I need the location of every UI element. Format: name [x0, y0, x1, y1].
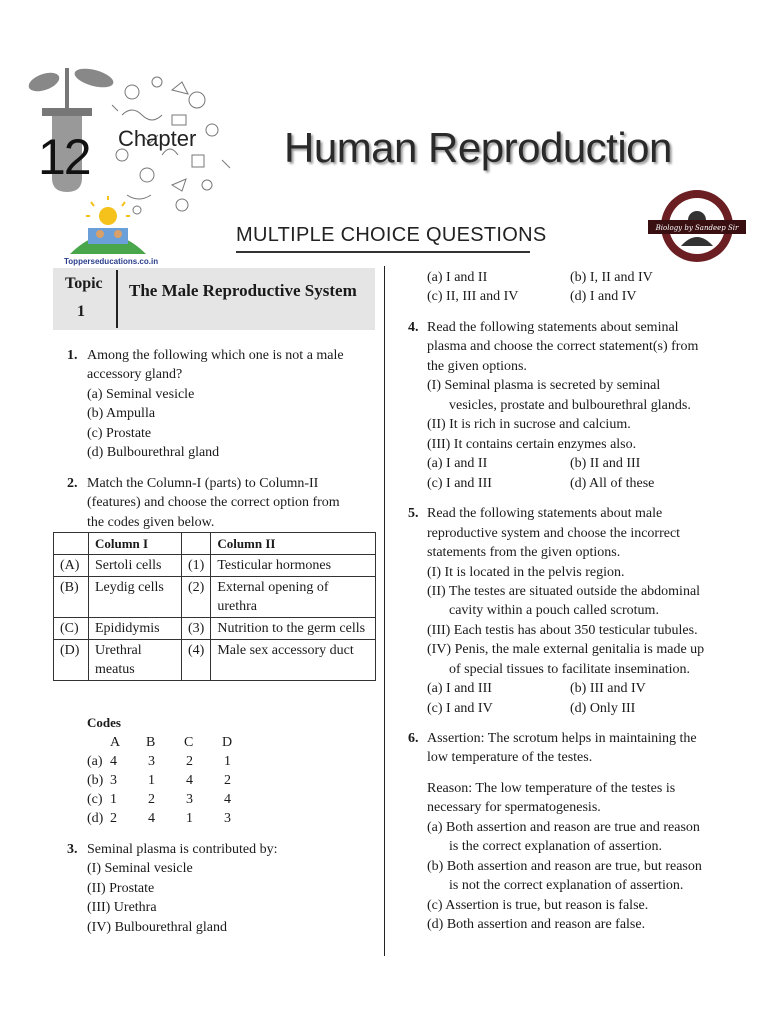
question-number: 4. — [408, 320, 419, 335]
answer-option: (a) I and II — [427, 270, 488, 285]
page-title: Human Reproduction — [284, 124, 672, 171]
answer-option: (a) Both assertion and reason are true and reason — [427, 820, 700, 835]
question-text: plasma and choose the correct statement(s) from — [427, 339, 699, 354]
statement-item: vesicles, prostate and bulbourethral glands. — [449, 398, 691, 413]
statement-item: (I) Seminal plasma is secreted by seminal — [427, 378, 661, 393]
statement-item: of special tissues to facilitate insemination. — [449, 662, 691, 677]
row-key: (A) — [54, 555, 89, 577]
answer-option: (c) I and III — [427, 476, 492, 491]
answer-option: (d) Bulbourethral gland — [87, 445, 220, 460]
question-text: Among the following which one is not a male — [87, 348, 344, 363]
codes-header: B — [146, 735, 156, 750]
question-text: statements from the given options. — [427, 545, 621, 560]
question-number: 1. — [67, 348, 78, 363]
row-key: (D) — [54, 640, 89, 681]
answer-option: (d) Both assertion and reason are false. — [427, 917, 646, 932]
code-value: 2 — [224, 773, 231, 788]
reason-text: necessary for spermatogenesis. — [427, 800, 601, 815]
code-value: 1 — [110, 792, 117, 807]
reason-text: Reason: The low temperature of the testes is — [427, 781, 676, 796]
row-key: (B) — [54, 577, 89, 618]
statement-item: (II) It is rich in sucrose and calcium. — [427, 417, 631, 432]
column-one-cell: Sertoli cells — [89, 555, 182, 577]
column-divider — [384, 266, 385, 956]
statement-item: (II) The testes are situated outside the abdominal — [427, 584, 701, 599]
question-number: 6. — [408, 731, 419, 746]
answer-option: (d) I and IV — [570, 289, 637, 304]
website-label: Topperseducations.co.in — [64, 257, 159, 266]
codes-label: Codes — [87, 715, 121, 730]
table-row — [54, 555, 376, 577]
statement-item: cavity within a pouch called scrotum. — [449, 603, 659, 618]
row-number: (2) — [182, 577, 211, 618]
match-table — [53, 532, 376, 681]
code-value: 2 — [148, 792, 155, 807]
code-value: 2 — [110, 811, 117, 826]
row-number: (4) — [182, 640, 211, 681]
question-text: the given options. — [427, 359, 527, 374]
question-text: Read the following statements about male — [427, 506, 663, 521]
code-value: 3 — [186, 792, 193, 807]
code-value: 1 — [186, 811, 193, 826]
table-header: Column II — [211, 533, 376, 555]
code-value: 4 — [110, 754, 117, 769]
column-two-cell: Male sex accessory duct — [211, 640, 376, 681]
answer-option: (b) I, II and IV — [570, 270, 653, 285]
topic-number: 1 — [77, 303, 85, 320]
answer-option: (c) I and IV — [427, 701, 493, 716]
answer-option: (b) Both assertion and reason are true, but reason — [427, 859, 702, 874]
column-two-cell: External opening of urethra — [211, 577, 376, 618]
code-value: 3 — [148, 754, 155, 769]
answer-option: (c) Prostate — [87, 426, 152, 441]
answer-option: (d) Only III — [570, 701, 636, 716]
code-value: 1 — [148, 773, 155, 788]
code-value: 4 — [186, 773, 193, 788]
codes-header: D — [222, 735, 233, 750]
table-header: Column I — [89, 533, 182, 555]
column-one-cell: Urethral meatus — [89, 640, 182, 681]
question-text: Assertion: The scrotum helps in maintaining the — [427, 731, 697, 746]
heading-underline — [236, 251, 530, 253]
biology-badge-logo — [648, 186, 746, 266]
column-two-cell: Nutrition to the germ cells — [211, 618, 376, 640]
answer-option: (b) II and III — [570, 456, 641, 471]
question-text: low temperature of the testes. — [427, 750, 593, 765]
statement-item: (II) Prostate — [87, 881, 155, 896]
row-number: (3) — [182, 618, 211, 640]
code-value: 2 — [186, 754, 193, 769]
question-number: 3. — [67, 842, 78, 857]
statement-item: (I) It is located in the pelvis region. — [427, 565, 625, 580]
answer-option: (d) All of these — [570, 476, 655, 491]
answer-option: (a) Seminal vesicle — [87, 387, 195, 402]
answer-option: is not the correct explanation of assertion. — [449, 878, 684, 893]
column-two-cell: Testicular hormones — [211, 555, 376, 577]
chapter-number: 12 — [38, 129, 90, 185]
code-value: 4 — [148, 811, 155, 826]
row-number: (1) — [182, 555, 211, 577]
question-text: the codes given below. — [87, 515, 215, 530]
question-text: Seminal plasma is contributed by: — [87, 842, 278, 857]
topic-label: Topic — [65, 275, 103, 292]
answer-option: (c) Assertion is true, but reason is false. — [427, 898, 649, 913]
question-number: 2. — [67, 476, 78, 491]
code-option: (b) — [87, 773, 104, 788]
statement-item: (III) Each testis has about 350 testicular tubules. — [427, 623, 698, 638]
section-heading: MULTIPLE CHOICE QUESTIONS — [236, 224, 547, 246]
statement-item: (IV) Penis, the male external genitalia is made up — [427, 642, 705, 657]
answer-option: (a) I and II — [427, 456, 488, 471]
question-text: Match the Column-I (parts) to Column-II — [87, 476, 319, 491]
code-value: 1 — [224, 754, 231, 769]
answer-option: (a) I and III — [427, 681, 492, 696]
table-row — [54, 640, 376, 681]
code-value: 3 — [110, 773, 117, 788]
question-text: (features) and choose the correct option from — [87, 495, 340, 510]
table-row — [54, 577, 376, 618]
question-number: 5. — [408, 506, 419, 521]
column-one-cell: Leydig cells — [89, 577, 182, 618]
answer-option: (b) Ampulla — [87, 406, 156, 421]
code-option: (c) — [87, 792, 103, 807]
chapter-label: Chapter — [118, 126, 197, 151]
answer-option: (c) II, III and IV — [427, 289, 519, 304]
code-value: 4 — [224, 792, 231, 807]
answer-option: (b) III and IV — [570, 681, 646, 696]
topic-title: The Male Reproductive System — [129, 281, 357, 300]
code-option: (d) — [87, 811, 104, 826]
question-text: Read the following statements about seminal — [427, 320, 679, 335]
codes-header: A — [110, 735, 121, 750]
statement-item: (III) It contains certain enzymes also. — [427, 437, 637, 452]
question-text: accessory gland? — [87, 367, 183, 382]
statement-item: (I) Seminal vesicle — [87, 861, 193, 876]
code-value: 3 — [224, 811, 231, 826]
answer-option: is the correct explanation of assertion. — [449, 839, 663, 854]
question-text: reproductive system and choose the incorrect — [427, 526, 681, 541]
statement-item: (IV) Bulbourethral gland — [87, 920, 227, 935]
reading-child-logo — [66, 196, 150, 256]
codes-header: C — [184, 735, 194, 750]
table-row — [54, 618, 376, 640]
topic-separator — [116, 270, 118, 328]
row-key: (C) — [54, 618, 89, 640]
badge-text: Biology by Sandeep Sir — [655, 224, 739, 232]
code-option: (a) — [87, 754, 103, 769]
statement-item: (III) Urethra — [87, 900, 157, 915]
column-one-cell: Epididymis — [89, 618, 182, 640]
